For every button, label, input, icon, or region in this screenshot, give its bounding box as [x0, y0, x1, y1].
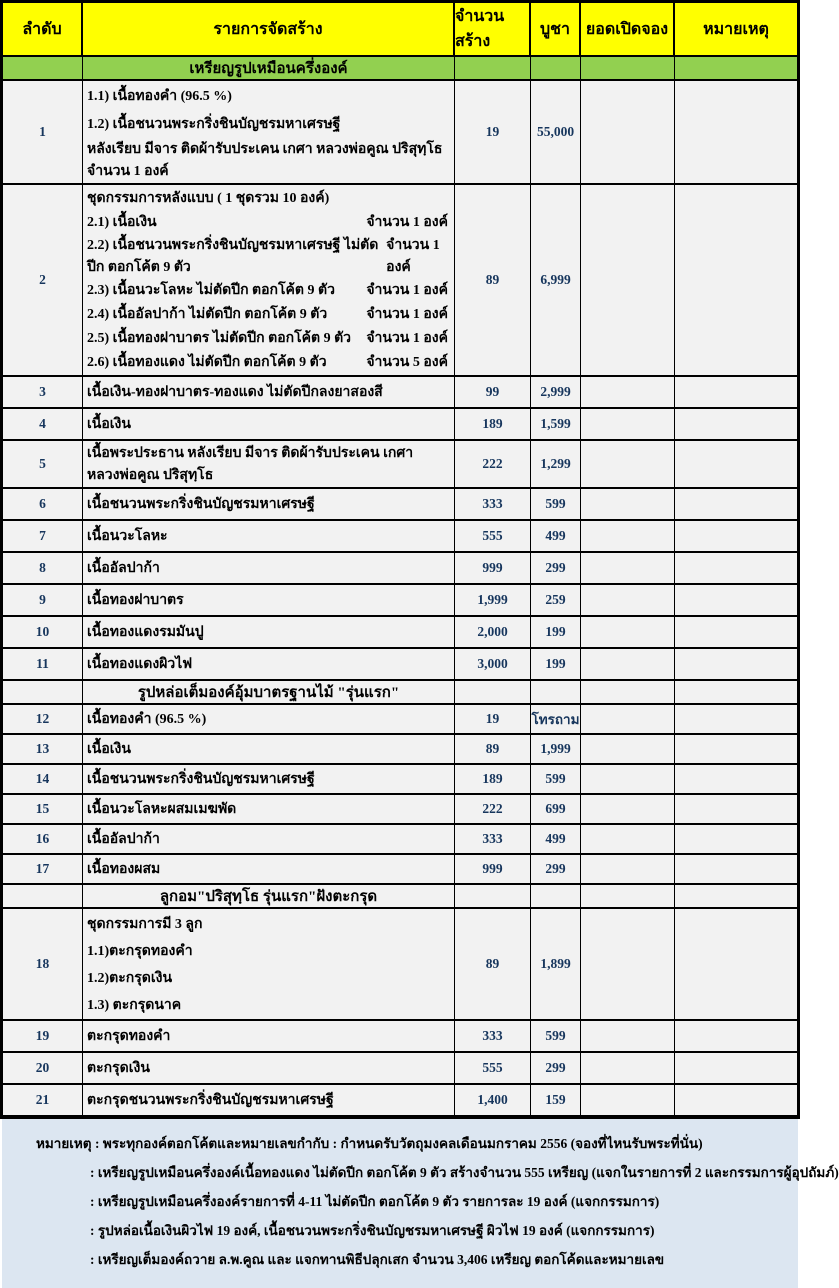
quantity-made: 89	[455, 185, 531, 375]
price: 1,899	[531, 909, 581, 1019]
quantity-made: 222	[455, 795, 531, 823]
table-header-row	[3, 3, 797, 57]
table-row	[3, 441, 797, 489]
item-description	[83, 649, 455, 679]
price: 1,299	[531, 441, 581, 487]
item-line	[87, 857, 448, 881]
booking-cell	[581, 825, 675, 853]
item-line-text: 2.5) เนื้อทองฝาบาตร ไม่ตัดปีก ตอกโค้ต 9 ตัว	[87, 331, 352, 346]
row-number: 13	[3, 735, 83, 763]
item-line-text: 2.4) เนื้ออัลปาก้า ไม่ตัดปีก ตอกโค้ต 9 ตัว	[87, 307, 328, 322]
price: 2,999	[531, 377, 581, 407]
quantity-made: 999	[455, 855, 531, 883]
item-description	[83, 489, 455, 519]
item-line-text: 1.1)ตะกรุดทองคำ	[87, 943, 193, 959]
price: 299	[531, 553, 581, 583]
table-row	[3, 553, 797, 585]
section-no-cell	[3, 885, 83, 907]
column-header-no: ลำดับ	[3, 3, 83, 55]
section-header: ลูกอม"ปริสุทฺโธ รุ่นแรก"ฝังตะกรุด	[83, 885, 455, 907]
quantity-made: 99	[455, 377, 531, 407]
item-line-text: เนื้อทองแดงผิวไฟ	[87, 657, 193, 672]
item-line	[87, 827, 448, 851]
note-cell	[675, 377, 797, 407]
price: 499	[531, 521, 581, 551]
item-line-text: ชุดกรรมการมี 3 ลูก	[87, 916, 203, 932]
note-cell	[675, 617, 797, 647]
booking-cell	[581, 441, 675, 487]
quantity-made: 999	[455, 553, 531, 583]
item-line	[87, 737, 448, 761]
booking-cell	[581, 553, 675, 583]
section-price-cell	[531, 885, 581, 907]
note-cell	[675, 521, 797, 551]
item-line	[87, 618, 448, 646]
table-row	[3, 649, 797, 681]
item-line	[87, 110, 448, 138]
item-line	[87, 910, 448, 937]
booking-cell	[581, 855, 675, 883]
section-booking-cell	[581, 681, 675, 703]
section-note-cell	[675, 57, 797, 79]
item-line-text: เนื้อนวะโลหะ	[87, 529, 168, 544]
item-line-quantity: จำนวน 1 องค์	[366, 283, 448, 298]
table-row	[3, 765, 797, 795]
column-header-qty: จำนวนสร้าง	[455, 3, 531, 55]
row-number: 11	[3, 649, 83, 679]
note-cell	[675, 1085, 797, 1115]
item-description	[83, 765, 455, 793]
note-cell	[675, 409, 797, 439]
item-line	[87, 442, 448, 486]
booking-cell	[581, 185, 675, 375]
section-qty-cell	[455, 885, 531, 907]
price: 159	[531, 1085, 581, 1115]
row-number: 18	[3, 909, 83, 1019]
booking-cell	[581, 489, 675, 519]
price: 259	[531, 585, 581, 615]
table-row	[3, 1085, 797, 1117]
booking-cell	[581, 795, 675, 823]
quantity-made: 19	[455, 705, 531, 733]
item-line-text: 1.2)ตะกรุดเงิน	[87, 970, 173, 986]
item-description	[83, 825, 455, 853]
item-line-text: เนื้อเงิน	[87, 742, 131, 757]
column-header-note: หมายเหตุ	[703, 20, 769, 38]
price: 299	[531, 855, 581, 883]
section-no-cell	[3, 681, 83, 703]
booking-cell	[581, 1053, 675, 1083]
remark-line: : เหรียญรูปเหมือนครึ่งองค์เนื้อทองแดง ไม่ตัดปีก ตอกโค้ต 9 ตัว สร้างจำนวน 555 เหรียญ (แจกในรายการที่ 2 และกรรมการผู้อุปถัมภ์)	[90, 1165, 839, 1180]
item-line	[87, 278, 448, 302]
item-line	[87, 767, 448, 791]
quantity-made: 3,000	[455, 649, 531, 679]
row-number: 4	[3, 409, 83, 439]
section-header-row	[3, 885, 797, 909]
remark-line: หมายเหตุ : พระทุกองค์ตอกโค้ตและหมายเลขกำกับ : กำหนดรับวัตถุมงคลเดือนมกราคม 2556 (จองที่ไหนรับพระที่นั่น)	[36, 1136, 703, 1151]
item-description	[83, 705, 455, 733]
table-row	[3, 489, 797, 521]
booking-cell	[581, 705, 675, 733]
note-cell	[675, 585, 797, 615]
column-header-booking: ยอดเปิดจอง	[581, 3, 675, 55]
item-line-text: เนื้อทองคำ (96.5 %)	[87, 712, 207, 727]
remark-line: : รูปหล่อเนื้อเงินผิวไฟ 19 องค์, เนื้อชนวนพระกริ่งชินบัญชรมหาเศรษฐี ผิวไฟ 19 องค์ (แจกกรรมการ)	[90, 1223, 655, 1238]
item-description	[83, 1085, 455, 1115]
item-description	[83, 735, 455, 763]
section-price-cell	[531, 57, 581, 79]
remark-line: : เหรียญรูปเหมือนครึ่งองค์รายการที่ 4-11 ไม่ตัดปีก ตอกโค้ต 9 ตัว รายการละ 19 องค์ (แจกกรรมการ)	[90, 1194, 660, 1209]
item-line-quantity: จำนวน 1 องค์	[366, 307, 448, 322]
item-line	[87, 490, 448, 518]
table-row	[3, 617, 797, 649]
row-number: 5	[3, 441, 83, 487]
quantity-made: 333	[455, 825, 531, 853]
note-cell	[675, 185, 797, 375]
table-body	[3, 57, 797, 1117]
booking-cell	[581, 409, 675, 439]
item-description	[83, 377, 455, 407]
table-row	[3, 81, 797, 185]
item-line-text: 2.1) เนื้อเงิน	[87, 215, 157, 230]
table-row	[3, 855, 797, 885]
booking-cell	[581, 521, 675, 551]
row-number: 21	[3, 1085, 83, 1115]
row-number: 8	[3, 553, 83, 583]
price: 599	[531, 489, 581, 519]
price: 6,999	[531, 185, 581, 375]
price: 1,999	[531, 735, 581, 763]
item-line-text: 2.6) เนื้อทองแดง ไม่ตัดปีก ตอกโค้ต 9 ตัว	[87, 355, 327, 370]
booking-cell	[581, 617, 675, 647]
section-qty-cell	[455, 57, 531, 79]
booking-cell	[581, 81, 675, 183]
quantity-made: 1,999	[455, 585, 531, 615]
note-cell	[675, 705, 797, 733]
item-line-text: 2.2) เนื้อชนวนพระกริ่งชินบัญชรมหาเศรษฐี ไม่ตัดปีก ตอกโค้ต 9 ตัว	[87, 238, 379, 275]
item-line-text: ชุดกรรมการหลังแบบ ( 1 ชุดรวม 10 องค์)	[87, 191, 330, 206]
item-line	[87, 522, 448, 550]
item-line-text: เนื้อทองผสม	[87, 862, 161, 877]
table-row	[3, 909, 797, 1021]
section-header: เหรียญรูปเหมือนครึ่งองค์	[83, 57, 455, 79]
row-number: 12	[3, 705, 83, 733]
item-line	[87, 326, 448, 350]
price: 55,000	[531, 81, 581, 183]
row-number: 1	[3, 81, 83, 183]
section-price-cell	[531, 681, 581, 703]
section-header-row	[3, 57, 797, 81]
item-description	[83, 521, 455, 551]
item-line-text: 1.3) ตะกรุดนาค	[87, 997, 182, 1013]
item-line-text: เนื้ออัลปาก้า	[87, 832, 160, 847]
note-cell	[675, 649, 797, 679]
section-qty-cell	[455, 681, 531, 703]
item-line	[87, 1086, 448, 1114]
item-description	[83, 617, 455, 647]
remarks-box	[2, 1119, 839, 1288]
item-description	[83, 1053, 455, 1083]
price: 199	[531, 649, 581, 679]
item-line-text: 2.3) เนื้อนวะโลหะ ไม่ตัดปีก ตอกโค้ต 9 ตัว	[87, 283, 335, 298]
item-line-quantity: จำนวน 1 องค์	[366, 331, 448, 346]
quantity-made: 189	[455, 765, 531, 793]
item-line-text: 1.2) เนื้อชนวนพระกริ่งชินบัญชรมหาเศรษฐี	[87, 117, 341, 132]
item-line-text: เนื้อทองแดงรมมันปู	[87, 625, 204, 640]
section-note-cell	[675, 885, 797, 907]
price: 299	[531, 1053, 581, 1083]
item-line	[87, 1022, 448, 1050]
item-description	[83, 409, 455, 439]
booking-cell	[581, 909, 675, 1019]
quantity-made: 89	[455, 735, 531, 763]
item-line	[87, 964, 448, 991]
item-line	[87, 302, 448, 326]
item-line	[87, 586, 448, 614]
booking-cell	[581, 1021, 675, 1051]
item-line	[87, 991, 448, 1018]
quantity-made: 555	[455, 521, 531, 551]
table-row	[3, 1021, 797, 1053]
item-description	[83, 441, 455, 487]
section-note-cell	[675, 681, 797, 703]
booking-cell	[581, 735, 675, 763]
item-description	[83, 585, 455, 615]
booking-cell	[581, 649, 675, 679]
quantity-made: 222	[455, 441, 531, 487]
section-no-cell	[3, 57, 83, 79]
item-line-quantity: จำนวน 1 องค์	[386, 238, 440, 275]
note-cell	[675, 81, 797, 183]
booking-cell	[581, 585, 675, 615]
table-row	[3, 1053, 797, 1085]
price: 699	[531, 795, 581, 823]
note-cell	[675, 909, 797, 1019]
item-line	[87, 138, 448, 182]
note-cell	[675, 1053, 797, 1083]
item-line-text: เนื้อเงิน-ทองฝาบาตร-ทองแดง ไม่ตัดปีกลงยาสองสี	[87, 385, 383, 400]
item-description	[83, 81, 455, 183]
remark-line: : เหรียญเต็มองค์ถวาย ล.พ.คูณ และ แจกทานพิธีปลุกเสก จำนวน 3,406 เหรียญ ตอกโค้ดและหมายเลข	[90, 1252, 665, 1267]
table-row	[3, 735, 797, 765]
booking-cell	[581, 377, 675, 407]
note-cell	[675, 855, 797, 883]
table-row	[3, 795, 797, 825]
row-number: 19	[3, 1021, 83, 1051]
column-header-price: บูชา	[531, 3, 581, 55]
price: 599	[531, 1021, 581, 1051]
item-line-text: เนื้อชนวนพระกริ่งชินบัญชรมหาเศรษฐี	[87, 497, 315, 512]
item-line	[87, 82, 448, 110]
note-cell	[675, 441, 797, 487]
note-cell	[675, 765, 797, 793]
table-row	[3, 409, 797, 441]
item-line-quantity: จำนวน 1 องค์	[366, 215, 448, 230]
item-description	[83, 909, 455, 1019]
section-header-row	[3, 681, 797, 705]
item-description	[83, 1021, 455, 1051]
quantity-made: 19	[455, 81, 531, 183]
quantity-made: 1,400	[455, 1085, 531, 1115]
table-row	[3, 185, 797, 377]
row-number: 17	[3, 855, 83, 883]
row-number: 16	[3, 825, 83, 853]
item-line	[87, 210, 448, 234]
table-row	[3, 825, 797, 855]
item-line-text: เนื้อทองฝาบาตร	[87, 593, 184, 608]
item-line-text: เนื้อชนวนพระกริ่งชินบัญชรมหาเศรษฐี	[87, 772, 315, 787]
section-header: รูปหล่อเต็มองค์อุ้มบาตรฐานไม้ "รุ่นแรก"	[83, 681, 455, 703]
item-line-quantity: จำนวน 5 องค์	[366, 355, 448, 370]
item-description	[83, 795, 455, 823]
item-line-text: หลังเรียบ มีจาร ติดผ้ารับประเคน เกศา หลวงพ่อคูณ ปริสุทฺโธ จำนวน 1 องค์	[87, 142, 443, 179]
quantity-made: 2,000	[455, 617, 531, 647]
item-line-text: ตะกรุดทองคำ	[87, 1029, 171, 1044]
item-line	[87, 797, 448, 821]
item-line	[87, 350, 448, 374]
section-booking-cell	[581, 885, 675, 907]
price: 199	[531, 617, 581, 647]
quantity-made: 189	[455, 409, 531, 439]
item-line	[87, 937, 448, 964]
item-line	[87, 554, 448, 582]
row-number: 10	[3, 617, 83, 647]
row-number: 14	[3, 765, 83, 793]
row-number: 6	[3, 489, 83, 519]
row-number: 2	[3, 185, 83, 375]
note-cell	[675, 1021, 797, 1051]
table-row	[3, 585, 797, 617]
price: 499	[531, 825, 581, 853]
row-number: 15	[3, 795, 83, 823]
item-description	[83, 185, 455, 375]
item-line-text: เนื้อพระประธาน หลังเรียบ มีจาร ติดผ้ารับประเคน เกศา หลวงพ่อคูณ ปริสุทฺโธ	[87, 446, 414, 483]
quantity-made: 89	[455, 909, 531, 1019]
quantity-made: 333	[455, 489, 531, 519]
item-line	[87, 650, 448, 678]
item-line-text: เนื้อเงิน	[87, 417, 131, 432]
row-number: 3	[3, 377, 83, 407]
table-row	[3, 521, 797, 553]
price: โทรถาม	[531, 705, 581, 733]
item-line	[87, 186, 448, 210]
note-cell	[675, 735, 797, 763]
item-line-text: เนื้อนวะโลหะผสมเมฆพัด	[87, 802, 237, 817]
table-row	[3, 377, 797, 409]
item-line	[87, 707, 448, 731]
column-header-item: รายการจัดสร้าง	[83, 3, 455, 55]
item-description	[83, 553, 455, 583]
section-booking-cell	[581, 57, 675, 79]
item-line	[87, 410, 448, 438]
row-number: 7	[3, 521, 83, 551]
row-number: 9	[3, 585, 83, 615]
quantity-made: 555	[455, 1053, 531, 1083]
booking-cell	[581, 1085, 675, 1115]
price: 1,599	[531, 409, 581, 439]
item-line-text: 1.1) เนื้อทองคำ (96.5 %)	[87, 89, 232, 104]
table-row	[3, 705, 797, 735]
note-cell	[675, 489, 797, 519]
note-cell	[675, 825, 797, 853]
note-cell	[675, 553, 797, 583]
item-line	[87, 1054, 448, 1082]
price: 599	[531, 765, 581, 793]
item-line-text: เนื้ออัลปาก้า	[87, 561, 160, 576]
item-line-text: ตะกรุดเงิน	[87, 1061, 150, 1076]
item-description	[83, 855, 455, 883]
quantity-made: 333	[455, 1021, 531, 1051]
row-number: 20	[3, 1053, 83, 1083]
item-line-text: ตะกรุดชนวนพระกริ่งชินบัญชรมหาเศรษฐี	[87, 1093, 334, 1108]
item-line	[87, 234, 448, 278]
item-line	[87, 378, 448, 406]
booking-cell	[581, 765, 675, 793]
note-cell	[675, 795, 797, 823]
